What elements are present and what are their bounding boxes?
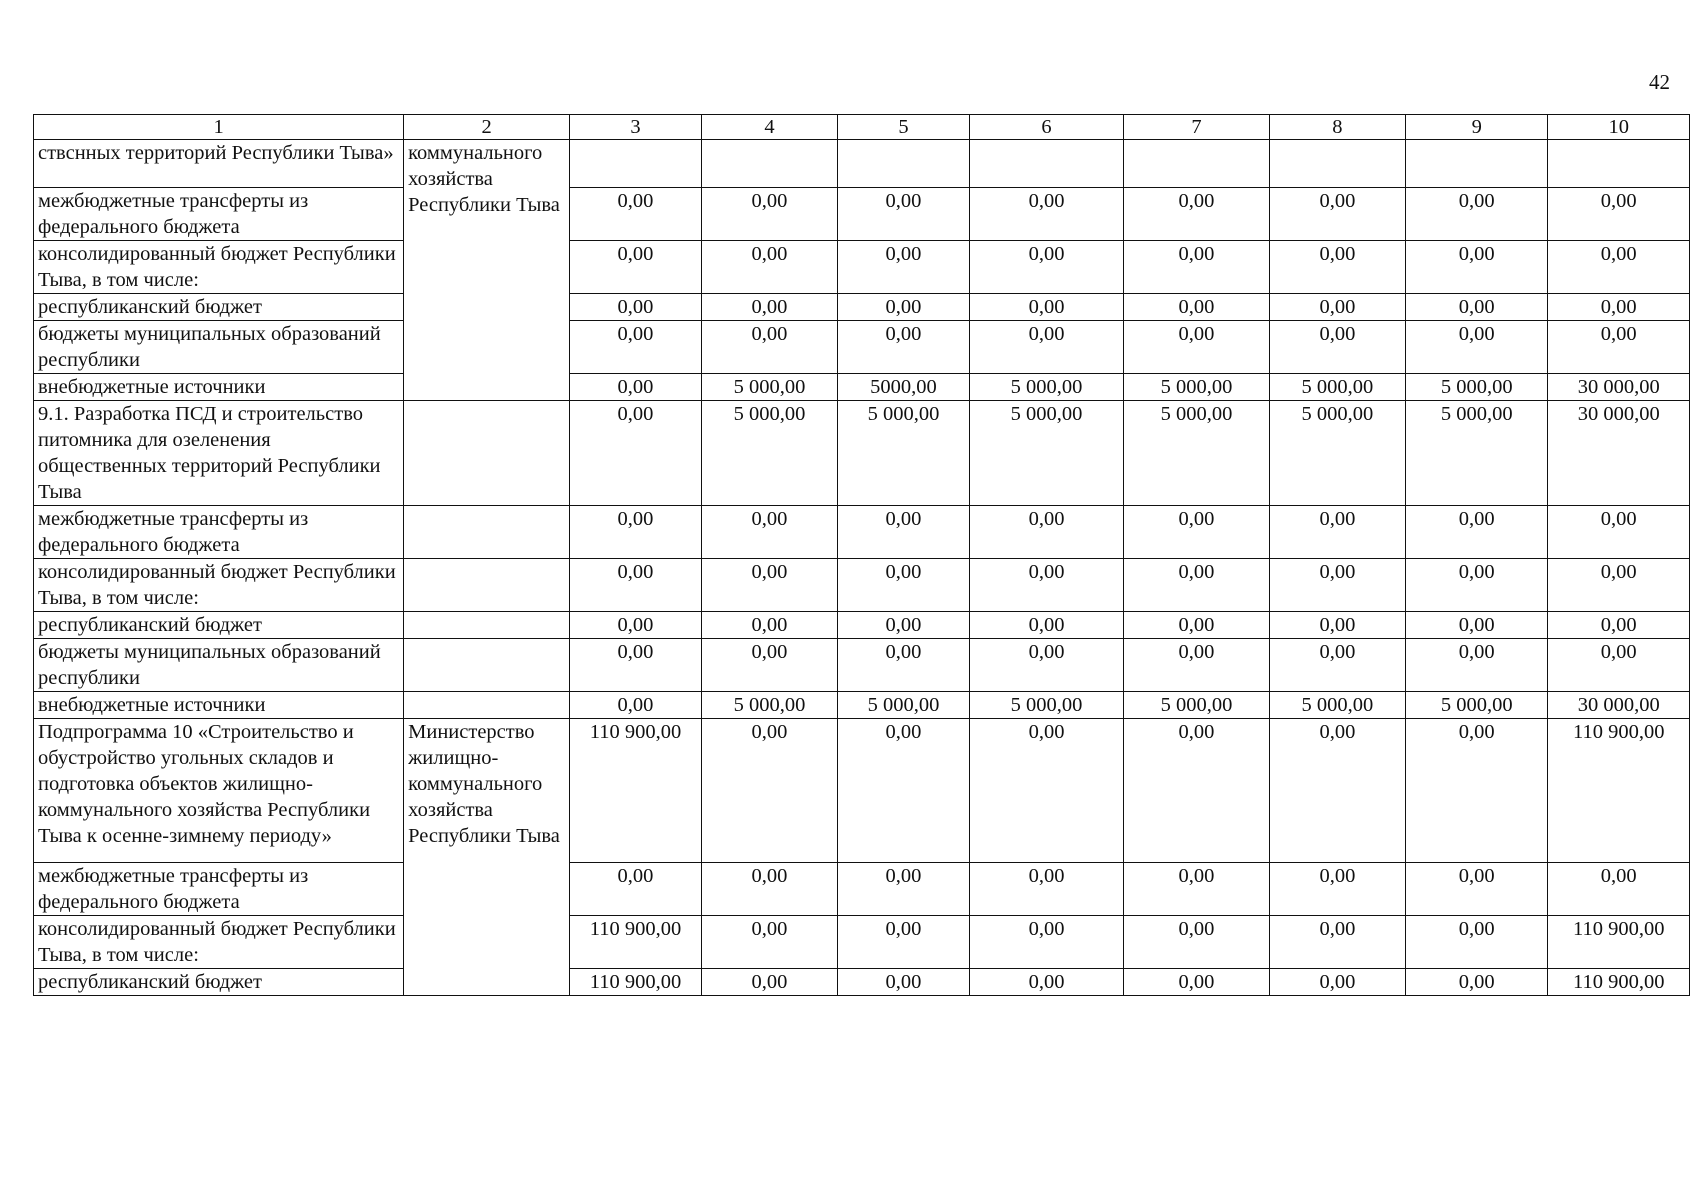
value-cell: 0,00 [1124, 506, 1270, 559]
value-cell: 0,00 [701, 241, 837, 294]
header-row [34, 115, 1690, 140]
table-row [34, 916, 1690, 969]
value-cell: 0,00 [701, 719, 837, 863]
responsible-executor-cell: Министерство жилищно-коммунального хозяйства Республики Тыва [404, 719, 570, 996]
value-cell: 0,00 [570, 401, 702, 506]
table-row [34, 506, 1690, 559]
value-cell: 5 000,00 [1405, 401, 1548, 506]
value-cell: 0,00 [838, 969, 970, 996]
header-cell: 9 [1405, 115, 1548, 140]
value-cell: 0,00 [1124, 559, 1270, 612]
value-cell: 30 000,00 [1548, 692, 1690, 719]
row-label: консолидированный бюджет Республики Тыва, в том числе: [34, 559, 404, 612]
value-cell: 0,00 [570, 506, 702, 559]
value-cell: 0,00 [1269, 639, 1405, 692]
value-cell: 110 900,00 [570, 916, 702, 969]
value-cell: 0,00 [701, 321, 837, 374]
value-cell: 0,00 [1548, 863, 1690, 916]
value-cell: 0,00 [969, 612, 1123, 639]
value-cell: 0,00 [838, 241, 970, 294]
value-cell: 0,00 [1405, 719, 1548, 863]
value-cell: 0,00 [838, 719, 970, 863]
value-cell [1124, 140, 1270, 188]
value-cell: 0,00 [838, 321, 970, 374]
value-cell: 0,00 [570, 692, 702, 719]
value-cell: 0,00 [969, 294, 1123, 321]
header-cell: 3 [570, 115, 702, 140]
value-cell: 0,00 [1269, 559, 1405, 612]
value-cell: 0,00 [838, 294, 970, 321]
value-cell: 0,00 [1405, 241, 1548, 294]
value-cell: 0,00 [701, 969, 837, 996]
value-cell: 0,00 [1269, 321, 1405, 374]
row-label: межбюджетные трансферты из федерального бюджета [34, 188, 404, 241]
value-cell: 110 900,00 [1548, 969, 1690, 996]
value-cell: 0,00 [1124, 916, 1270, 969]
value-cell: 110 900,00 [570, 969, 702, 996]
row-label: межбюджетные трансферты из федерального бюджета [34, 863, 404, 916]
value-cell: 0,00 [1124, 321, 1270, 374]
header-cell: 5 [838, 115, 970, 140]
responsible-executor-cell [404, 612, 570, 639]
value-cell: 0,00 [1548, 188, 1690, 241]
table-row [34, 140, 1690, 188]
value-cell: 0,00 [969, 863, 1123, 916]
table-row [34, 612, 1690, 639]
value-cell: 5 000,00 [1124, 401, 1270, 506]
value-cell: 0,00 [1124, 612, 1270, 639]
value-cell: 0,00 [969, 719, 1123, 863]
value-cell: 0,00 [969, 241, 1123, 294]
table-body [34, 115, 1690, 996]
value-cell [1548, 140, 1690, 188]
value-cell: 0,00 [1548, 639, 1690, 692]
responsible-executor-cell: коммунального хозяйства Республики Тыва [404, 140, 570, 401]
value-cell: 5 000,00 [701, 692, 837, 719]
value-cell [838, 140, 970, 188]
value-cell: 0,00 [570, 639, 702, 692]
value-cell: 0,00 [1124, 863, 1270, 916]
value-cell: 0,00 [570, 241, 702, 294]
value-cell: 0,00 [969, 506, 1123, 559]
value-cell: 5 000,00 [1269, 692, 1405, 719]
value-cell: 0,00 [570, 294, 702, 321]
row-label: республиканский бюджет [34, 612, 404, 639]
table-row [34, 401, 1690, 506]
table-row [34, 321, 1690, 374]
value-cell: 0,00 [1124, 639, 1270, 692]
value-cell: 0,00 [1269, 719, 1405, 863]
responsible-executor-cell [404, 639, 570, 692]
value-cell: 5 000,00 [1269, 374, 1405, 401]
value-cell: 0,00 [1269, 294, 1405, 321]
value-cell: 0,00 [701, 559, 837, 612]
value-cell: 0,00 [570, 374, 702, 401]
value-cell: 0,00 [570, 612, 702, 639]
table-row [34, 969, 1690, 996]
value-cell: 0,00 [1405, 294, 1548, 321]
table-row [34, 188, 1690, 241]
value-cell: 5 000,00 [838, 401, 970, 506]
responsible-executor-cell [404, 692, 570, 719]
header-cell: 1 [34, 115, 404, 140]
value-cell: 0,00 [1269, 506, 1405, 559]
value-cell: 0,00 [1405, 321, 1548, 374]
value-cell: 110 900,00 [1548, 719, 1690, 863]
value-cell: 30 000,00 [1548, 401, 1690, 506]
value-cell: 0,00 [969, 321, 1123, 374]
table-row [34, 374, 1690, 401]
value-cell: 0,00 [969, 916, 1123, 969]
table-row [34, 863, 1690, 916]
value-cell: 0,00 [701, 506, 837, 559]
value-cell [570, 140, 702, 188]
row-label: республиканский бюджет [34, 969, 404, 996]
budget-table [33, 114, 1690, 996]
value-cell: 0,00 [969, 639, 1123, 692]
value-cell: 0,00 [838, 559, 970, 612]
row-label: бюджеты муниципальных образований республики [34, 639, 404, 692]
value-cell: 0,00 [1548, 559, 1690, 612]
value-cell: 0,00 [1124, 188, 1270, 241]
value-cell: 0,00 [1405, 639, 1548, 692]
row-label: внебюджетные источники [34, 374, 404, 401]
table-row [34, 294, 1690, 321]
value-cell: 30 000,00 [1548, 374, 1690, 401]
value-cell: 0,00 [570, 559, 702, 612]
value-cell: 5 000,00 [1405, 374, 1548, 401]
table-row [34, 692, 1690, 719]
value-cell: 0,00 [969, 559, 1123, 612]
table-row [34, 559, 1690, 612]
value-cell: 0,00 [838, 639, 970, 692]
table-row [34, 241, 1690, 294]
row-label: консолидированный бюджет Республики Тыва, в том числе: [34, 916, 404, 969]
value-cell: 0,00 [701, 294, 837, 321]
value-cell: 0,00 [838, 863, 970, 916]
value-cell: 0,00 [1405, 916, 1548, 969]
value-cell: 0,00 [1405, 612, 1548, 639]
value-cell: 0,00 [1269, 863, 1405, 916]
row-label: Подпрограмма 10 «Строительство и обустройство угольных складов и подготовка объектов жилищно-коммунального хозяйства Республики Тыва к осенне-зимнему периоду» [34, 719, 404, 863]
value-cell: 0,00 [570, 321, 702, 374]
value-cell: 0,00 [701, 863, 837, 916]
value-cell: 0,00 [838, 916, 970, 969]
value-cell: 0,00 [1548, 612, 1690, 639]
value-cell: 5000,00 [838, 374, 970, 401]
value-cell [969, 140, 1123, 188]
value-cell: 0,00 [701, 188, 837, 241]
value-cell: 0,00 [701, 916, 837, 969]
value-cell: 0,00 [1548, 321, 1690, 374]
value-cell: 5 000,00 [1124, 374, 1270, 401]
page-number: 42 [1649, 70, 1670, 94]
header-cell: 8 [1269, 115, 1405, 140]
value-cell: 5 000,00 [701, 401, 837, 506]
value-cell: 0,00 [1269, 969, 1405, 996]
value-cell: 110 900,00 [570, 719, 702, 863]
value-cell: 5 000,00 [1405, 692, 1548, 719]
value-cell: 0,00 [1405, 863, 1548, 916]
header-cell: 4 [701, 115, 837, 140]
value-cell: 0,00 [1548, 506, 1690, 559]
row-label: бюджеты муниципальных образований республики [34, 321, 404, 374]
table-row [34, 639, 1690, 692]
value-cell: 5 000,00 [969, 692, 1123, 719]
value-cell: 0,00 [1548, 241, 1690, 294]
value-cell: 0,00 [969, 188, 1123, 241]
responsible-executor-cell [404, 559, 570, 612]
value-cell: 5 000,00 [838, 692, 970, 719]
value-cell: 5 000,00 [1269, 401, 1405, 506]
value-cell: 0,00 [570, 863, 702, 916]
value-cell: 0,00 [1405, 506, 1548, 559]
value-cell [1405, 140, 1548, 188]
header-cell: 7 [1124, 115, 1270, 140]
row-label: ствснных территорий Республики Тыва» [34, 140, 404, 188]
value-cell: 0,00 [701, 639, 837, 692]
value-cell: 0,00 [1269, 188, 1405, 241]
value-cell: 0,00 [1269, 612, 1405, 639]
value-cell: 5 000,00 [1124, 692, 1270, 719]
header-cell: 10 [1548, 115, 1690, 140]
row-label: внебюджетные источники [34, 692, 404, 719]
value-cell: 0,00 [701, 612, 837, 639]
value-cell: 0,00 [1124, 969, 1270, 996]
responsible-executor-cell [404, 506, 570, 559]
row-label: консолидированный бюджет Республики Тыва, в том числе: [34, 241, 404, 294]
value-cell [701, 140, 837, 188]
value-cell: 0,00 [570, 188, 702, 241]
value-cell: 5 000,00 [969, 374, 1123, 401]
value-cell: 5 000,00 [701, 374, 837, 401]
value-cell: 0,00 [1269, 916, 1405, 969]
value-cell: 0,00 [1405, 969, 1548, 996]
value-cell: 110 900,00 [1548, 916, 1690, 969]
value-cell: 0,00 [1405, 559, 1548, 612]
value-cell: 0,00 [1269, 241, 1405, 294]
value-cell: 5 000,00 [969, 401, 1123, 506]
table-row [34, 719, 1690, 863]
value-cell: 0,00 [969, 969, 1123, 996]
row-label: республиканский бюджет [34, 294, 404, 321]
value-cell: 0,00 [838, 612, 970, 639]
value-cell: 0,00 [1124, 719, 1270, 863]
value-cell [1269, 140, 1405, 188]
header-cell: 6 [969, 115, 1123, 140]
responsible-executor-cell [404, 401, 570, 506]
value-cell: 0,00 [1124, 241, 1270, 294]
value-cell: 0,00 [1405, 188, 1548, 241]
row-label: 9.1. Разработка ПСД и строительство питомника для озеленения общественных территорий Республики Тыва [34, 401, 404, 506]
value-cell: 0,00 [838, 506, 970, 559]
value-cell: 0,00 [838, 188, 970, 241]
value-cell: 0,00 [1548, 294, 1690, 321]
row-label: межбюджетные трансферты из федерального бюджета [34, 506, 404, 559]
header-cell: 2 [404, 115, 570, 140]
value-cell: 0,00 [1124, 294, 1270, 321]
